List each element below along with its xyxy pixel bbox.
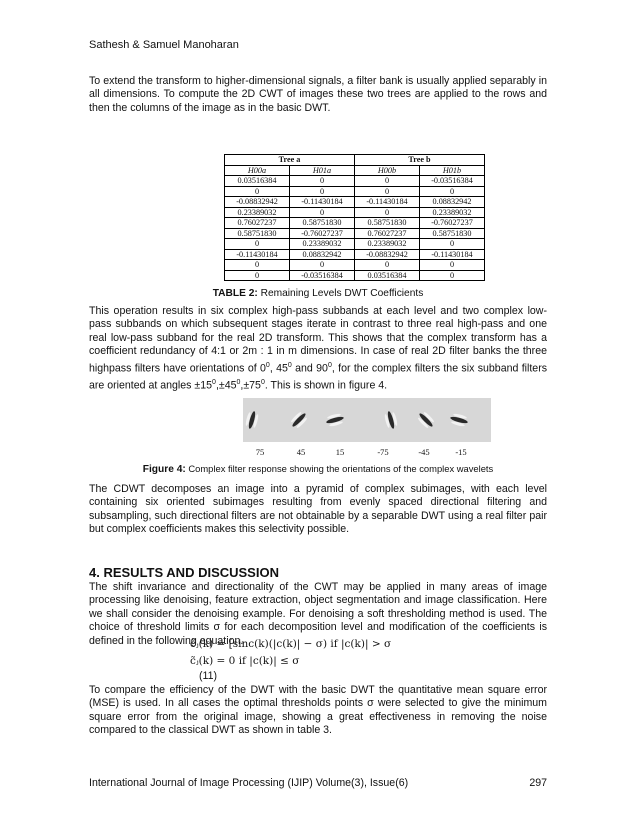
table-cell: 0 [420, 239, 485, 250]
table-cell: 0.03516384 [355, 270, 420, 281]
table-row [225, 207, 485, 218]
figure-caption-text: Complex filter response showing the orientations of the complex wavelets [185, 463, 494, 474]
table-row [225, 197, 485, 208]
paragraph-text: ,±45 [215, 379, 237, 392]
angle-label: -15 [455, 447, 467, 457]
table-cell: 0 [355, 207, 420, 218]
degree-superscript: 0 [265, 361, 270, 369]
table-cell: 0.08832942 [420, 197, 485, 208]
wavelet-minus-45-image [414, 404, 438, 436]
paragraph-text: ,±75 [240, 379, 261, 392]
equation-line: c̃ⱼ(k) = 0 if |c(k)| ≤ σ [190, 655, 300, 667]
table-cell: 0 [225, 239, 290, 250]
intro-paragraph: To extend the transform to higher-dimensional signals, a filter bank is usually applied separably in all dimensions. To compute the 2D CWT of images these two trees are applied to the rows and then the columns of the image as in the basic DWT. [89, 75, 547, 114]
paragraph-text: , for the complex filters the six subband filters are oriented at angles ±15 [89, 362, 548, 392]
table-row [225, 228, 485, 239]
table-cell: -0.76027237 [290, 228, 355, 239]
degree-superscript: 0 [327, 361, 332, 369]
degree-superscript: 0 [236, 378, 241, 386]
wavelet-response-image [243, 398, 491, 442]
wavelet-75-image [240, 404, 264, 436]
table-cell: 0.76027237 [355, 228, 420, 239]
table-cell: 0.76027237 [225, 218, 290, 229]
paragraph-text: This operation results in six complex high-pass subbands at each level and two complex low-pass subbands on which subsequent stages iterate in contrast to three real high-pass and one real low-pass subband for the real 2D transform. This shows that the complex transform has a coefficient redundancy of 4:1 or 2m : 1 in m dimensions. In case of real 2D filter banks the three highpass filters have orientations of 0 [89, 305, 547, 375]
table-cell: 0 [290, 176, 355, 187]
table-cell: 0.58751830 [355, 218, 420, 229]
table-cell: 0 [420, 270, 485, 281]
paragraph-text: , 45 [269, 362, 288, 375]
paragraph-results: The shift invariance and directionality of the CWT may be applied in many areas of image processing like denoising, feature extraction, object segmentation and image classification. Here we shall consider the denoising example. For denoising a soft thresholding method is used. The choice of threshold limits σ for each decomposition level and modification of the coefficients is defined in the following equation. [89, 581, 547, 647]
table-body [225, 176, 485, 281]
table-row [225, 239, 485, 250]
wavelet-45-image [287, 404, 311, 436]
table-column-header: H00a [225, 165, 290, 176]
table-cell: 0 [225, 186, 290, 197]
table-cell: 0 [355, 186, 420, 197]
table-cell: -0.08832942 [355, 249, 420, 260]
section-heading: 4. RESULTS AND DISCUSSION [89, 565, 279, 580]
table-cell: 0.58751830 [225, 228, 290, 239]
table-group-tree-a: Tree a [225, 155, 355, 166]
table-cell: 0.03516384 [225, 176, 290, 187]
table-column-header: H01a [290, 165, 355, 176]
table-cell: 0.08832942 [290, 249, 355, 260]
table-row [225, 270, 485, 281]
table-cell: 0 [355, 176, 420, 187]
running-header: Sathesh & Samuel Manoharan [89, 39, 239, 51]
table-cell: 0 [420, 186, 485, 197]
paragraph-cdwt: The CDWT decomposes an image into a pyramid of complex subimages, with each level containing six oriented subimages resulting from evenly spaced directional filtering and subsampling, such directional filters are not obtainable by a separable DWT using a real filter pair but complex coefficients makes this selectivity possible. [89, 483, 547, 536]
table-cell: 0.23389032 [355, 239, 420, 250]
table-row [225, 249, 485, 260]
table-cell: 0 [290, 207, 355, 218]
paragraph-subbands [89, 305, 547, 393]
table-row [225, 186, 485, 197]
equation-line: c̃ⱼ(k) = [sinc(k)(|c(k)| − σ) if |c(k)| > σ [190, 638, 392, 650]
table-row [225, 176, 485, 187]
table-cell: 0.23389032 [420, 207, 485, 218]
coefficient-table [224, 154, 485, 281]
footer-journal: International Journal of Image Processing (IJIP) Volume(3), Issue(6) [89, 777, 409, 789]
table-cell: -0.11430184 [420, 249, 485, 260]
degree-superscript: 0 [260, 378, 265, 386]
table-column-header: H01b [420, 165, 485, 176]
table-cell: 0 [290, 186, 355, 197]
angle-label: 45 [296, 447, 306, 457]
wavelet-15-image [323, 404, 347, 436]
table-caption-text: Remaining Levels DWT Coefficients [257, 288, 424, 299]
wavelet-minus-75-image [379, 404, 403, 436]
degree-superscript: 0 [212, 378, 216, 386]
figure-caption-label: Figure 4: [142, 464, 186, 475]
angle-label: -45 [418, 447, 430, 457]
table-cell: -0.76027237 [420, 218, 485, 229]
table-row [225, 218, 485, 229]
table-caption [89, 288, 547, 299]
table-caption-label: TABLE 2: [212, 288, 258, 299]
table-cell: 0.58751830 [290, 218, 355, 229]
paragraph-mse: To compare the efficiency of the DWT with the basic DWT the quantitative mean square error (MSE) is used. In all cases the optimal thresholds points σ were selected to give the minimum square error from the original image, showing a great effectiveness in removing the noise compared to the classical DWT as shown in table 3. [89, 684, 547, 737]
degree-superscript: 0 [287, 361, 292, 369]
wavelet-minus-15-image [447, 404, 471, 436]
table-header-row [225, 165, 485, 176]
table-column-header: H00b [355, 165, 420, 176]
table-cell: 0 [225, 270, 290, 281]
paragraph-text: and 90 [291, 362, 328, 375]
table-cell: -0.11430184 [290, 197, 355, 208]
table-cell: 0.58751830 [420, 228, 485, 239]
angle-label: 15 [335, 447, 345, 457]
page-number: 297 [529, 777, 547, 789]
table-cell: 0 [355, 260, 420, 271]
table-cell: -0.11430184 [225, 249, 290, 260]
table-cell: -0.03516384 [420, 176, 485, 187]
table-cell: 0 [420, 260, 485, 271]
table-cell: 0 [225, 260, 290, 271]
equation-number: (11) [199, 670, 218, 682]
table-cell: -0.11430184 [355, 197, 420, 208]
table-group-tree-b: Tree b [355, 155, 485, 166]
equation-block [190, 636, 391, 670]
page-footer [89, 777, 547, 789]
table-row [225, 260, 485, 271]
table-cell: -0.03516384 [290, 270, 355, 281]
coefficient-table-container [224, 154, 485, 281]
table-cell: 0.23389032 [290, 239, 355, 250]
table-cell: 0.23389032 [225, 207, 290, 218]
paragraph-text: . This is shown in figure 4. [264, 379, 388, 392]
figure-caption [89, 463, 547, 475]
table-cell: -0.08832942 [225, 197, 290, 208]
table-cell: 0 [290, 260, 355, 271]
angle-label: -75 [377, 447, 389, 457]
angle-label: 75 [255, 447, 265, 457]
